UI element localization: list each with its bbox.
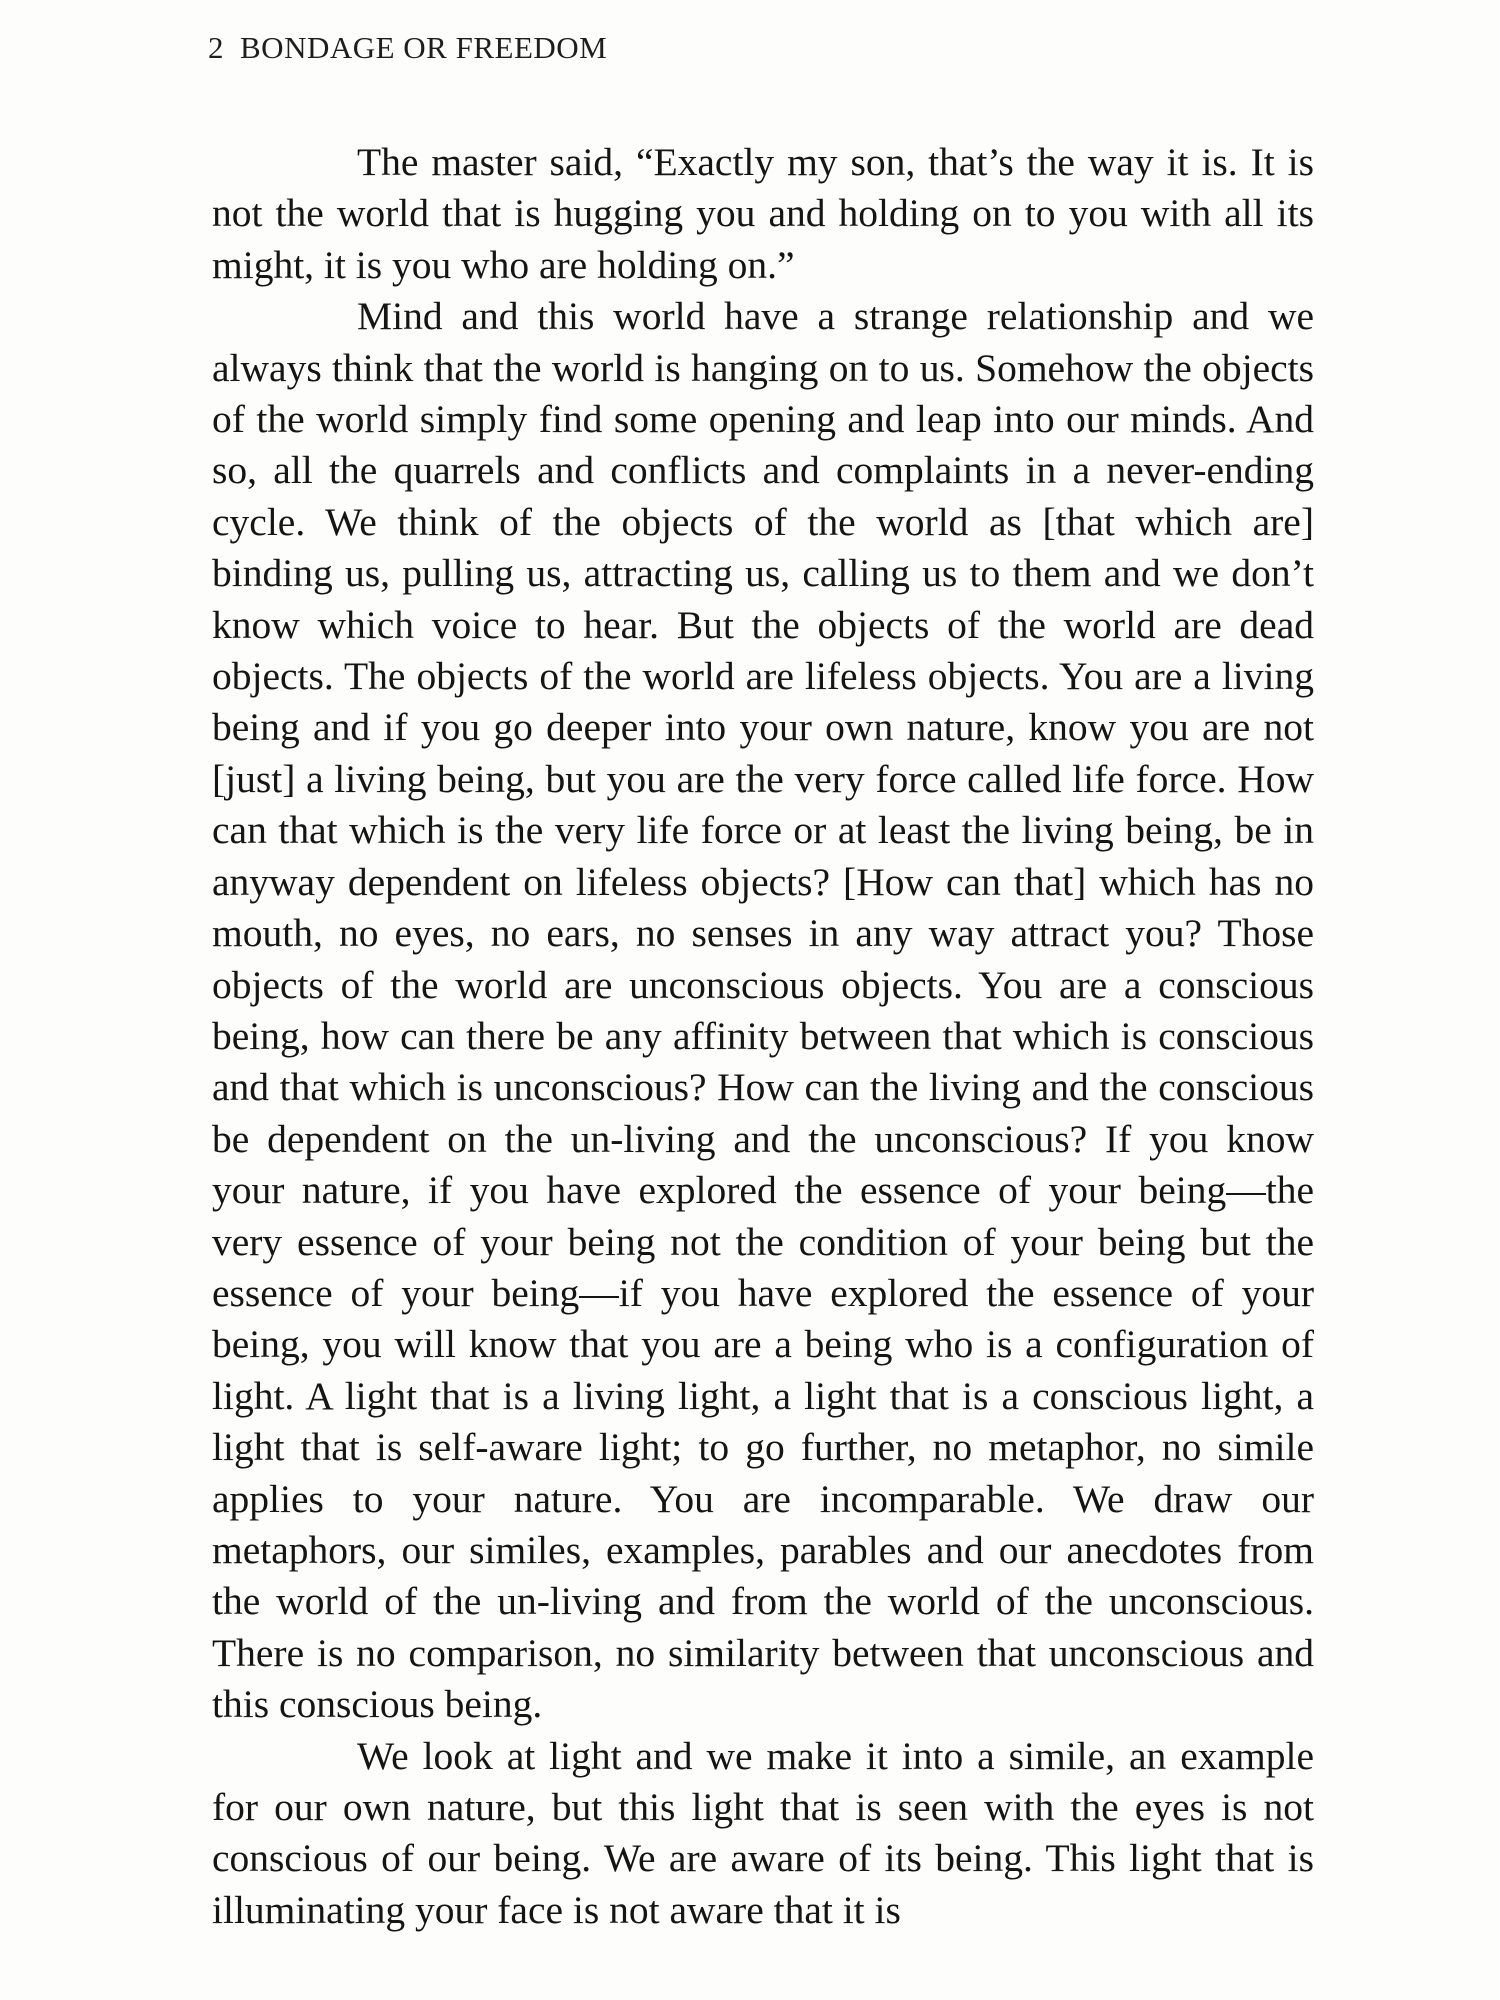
paragraph: Mind and this world have a strange relationship and we always think that the world is hanging on to us. Somehow the objects of the world simply find some opening and leap into our minds. And so, all the quarrels and conflicts and complaints in a never-ending cycle. We think of the objects of the world as [that which are] binding us, pulling us, attracting us, calling us to them and we don’t know which voice to hear. But the objects of the world are dead objects. The objects of the world are lifeless objects. You are a living being and if you go deeper into your own nature, know you are not [just] a living being, but you are the very force called life force. How can that which is the very life force or at least the living being, be in anyway dependent on lifeless objects? [How can that] which has no mouth, no eyes, no ears, no senses in any way attract you? Those objects of the world are unconscious objects. You are a conscious being, how can there be any affinity between that which is conscious and that which is unconscious? How can the living and the conscious be dependent on the un-living and the unconscious? If you know your nature, if you have explored the essence of your being—the very essence of your being not the condition of your being but the essence of your being—if you have explored the essence of your being, you will know that you are a being who is a configuration of light. A light that is a living light, a light that is a conscious light, a light that is self-aware light; to go further, no metaphor, no simile applies to your nature. You are incomparable. We draw our metaphors, our similes, examples, parables and our anecdotes from the world of the un-living and from the world of the unconscious. There is no comparison, no similarity between that unconscious and this conscious being. [212, 294, 1314, 1727]
page-number: 2 [208, 30, 224, 65]
paragraph: We look at light and we make it into a simile, an example for our own nature, but this light that is seen with the eyes is not conscious of our being. We are aware of its being. This light that is illuminating your face is not aware that it is [212, 1733, 1314, 1932]
body-text [212, 137, 1314, 1936]
running-head-title: BONDAGE OR FREEDOM [240, 30, 608, 65]
paragraph: The master said, “Exactly my son, that’s the way it is. It is not the world that is hugging you and holding on to you with all its might, it is you who are holding on.” [212, 140, 1314, 287]
running-head [208, 30, 607, 66]
